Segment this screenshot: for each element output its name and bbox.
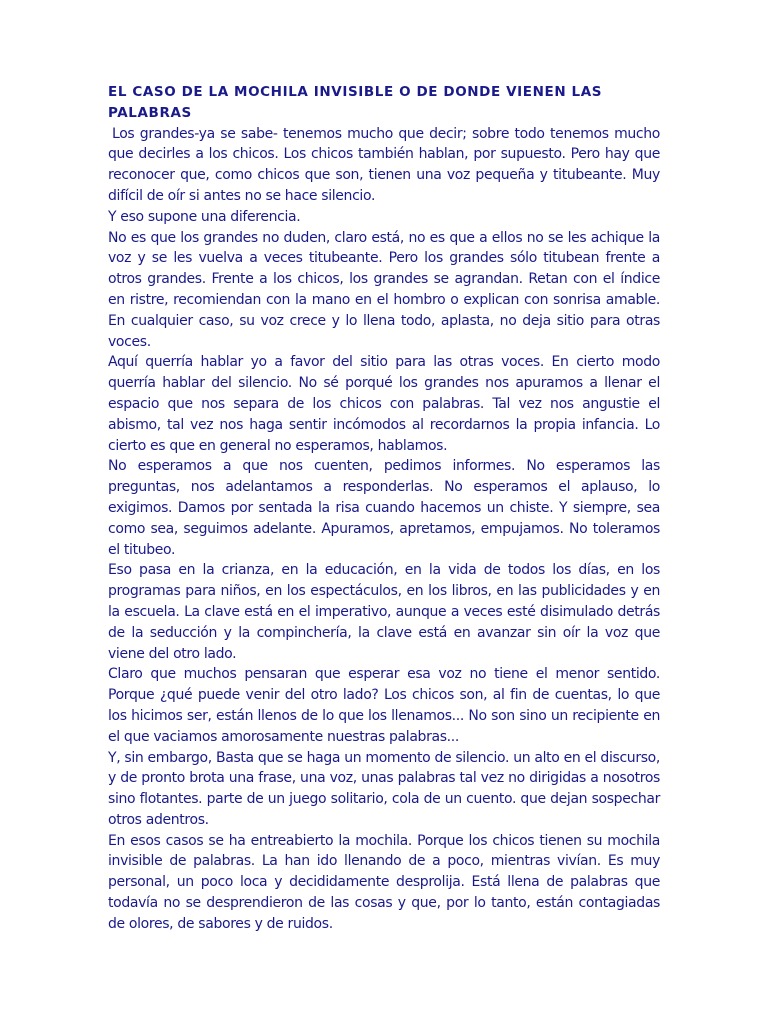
paragraph-1: Los grandes-ya se sabe- tenemos mucho que decir; sobre todo tenemos mucho que decirles a los chicos. Los chicos también hablan, por supuesto. Pero hay que reconocer que, como chicos que son, tienen una voz pequeña y titubeante. Muy difícil de oír si antes no se hace silencio. [108, 125, 660, 204]
paragraph-8: Y, sin embargo, Basta que se haga un momento de silencio. un alto en el discurso, y de pronto brota una frase, una voz, unas palabras tal vez no dirigidas a nosotros sino flotantes. parte de un juego solitario, cola de un cuento. que dejan sospechar otros adentros. [108, 749, 660, 828]
document-title: EL CASO DE LA MOCHILA INVISIBLE O DE DONDE VIENEN LAS PALABRAS [108, 84, 603, 121]
paragraph-6: Eso pasa en la crianza, en la educación, en la vida de todos los días, en los programas para niños, en los espectáculos, en los libros, en las publicidades y en la escuela. La clave está en el imperativo, aunque a veces esté disimulado detrás de la seducción y la compinchería, la clave está en avanzar sin oír la voz que viene del otro lado. [108, 562, 660, 662]
paragraph-3: No es que los grandes no duden, claro está, no es que a ellos no se les achique la voz y se les vuelva a veces titubeante. Pero los grandes sólo titubean frente a otros grandes. Frente a los chicos, los grandes se agrandan. Retan con el índice en ristre, recomiendan con la mano en el hombro o explican con sonrisa amable. En cualquier caso, su voz crece y lo llena todo, aplasta, no deja sitio para otras voces. [108, 229, 660, 350]
document-body [108, 82, 660, 935]
paragraph-5: No esperamos a que nos cuenten, pedimos informes. No esperamos las preguntas, nos adelantamos a responderlas. No esperamos el aplauso, lo exigimos. Damos por sentada la risa cuando hacemos un chiste. Y siempre, sea como sea, seguimos adelante. Apuramos, apretamos, empujamos. No toleramos el titubeo. [108, 458, 660, 558]
paragraph-9: En esos casos se ha entreabierto la mochila. Porque los chicos tienen su mochila invisible de palabras. La han ido llenando de a poco, mientras vivían. Es muy personal, un poco loca y decididamente desprolija. Está llena de palabras que todavía no se desprendieron de las cosas y que, por lo tanto, están contagiadas de olores, de sabores y de ruidos. [108, 832, 660, 932]
paragraph-2: Y eso supone una diferencia. [108, 208, 301, 225]
paragraph-7: Claro que muchos pensaran que esperar esa voz no tiene el menor sentido. Porque ¿qué puede venir del otro lado? Los chicos son, al fin de cuentas, lo que los hicimos ser, están llenos de lo que los llenamos... No son sino un recipiente en el que vaciamos amorosamente nuestras palabras... [108, 666, 660, 745]
paragraph-4: Aquí querría hablar yo a favor del sitio para las otras voces. En cierto modo querría hablar del silencio. No sé porqué los grandes nos apuramos a llenar el espacio que nos separa de los chicos con palabras. Tal vez nos angustie el abismo, tal vez nos haga sentir incómodos al recordarnos la propia infancia. Lo cierto es que en general no esperamos, hablamos. [108, 354, 660, 454]
